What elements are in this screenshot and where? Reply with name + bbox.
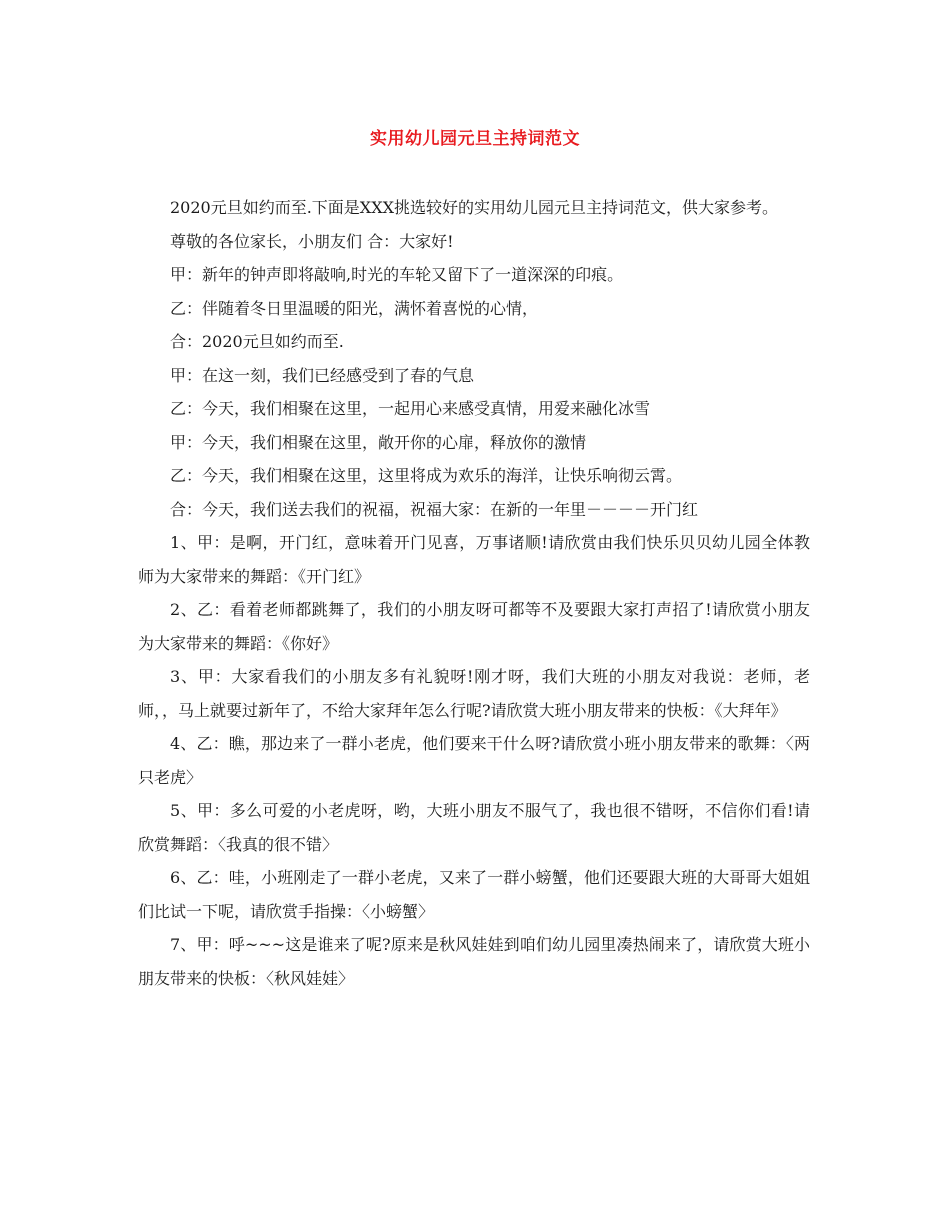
program-item-3: 3、甲：大家看我们的小朋友多有礼貌呀!刚才呀，我们大班的小朋友对我说：老师，老师，，马上就要过新年了，不给大家拜年怎么行呢?请欣赏大班小朋友带来的快板：《大拜年》 [138,667,810,720]
program-item-7: 7、甲：呼~~~这是谁来了呢?原来是秋风娃娃到咱们幼儿园里凑热闹来了，请欣赏大班小朋友带来的快板：〈秋风娃娃〉 [138,935,810,988]
program-item-1: 1、甲：是啊，开门红，意味着开门见喜，万事诸顺!请欣赏由我们快乐贝贝幼儿园全体教师为大家带来的舞蹈：《开门红》 [138,533,810,586]
paragraph: 合：今天，我们送去我们的祝福，祝福大家：在新的一年里－－－－开门红 [170,499,699,519]
program-item-6: 6、乙：哇，小班刚走了一群小老虎，又来了一群小螃蟹，他们还要跟大班的大哥哥大姐姐们比试一下呢，请欣赏手指操：〈小螃蟹〉 [138,868,810,921]
program-item-5: 5、甲：多么可爱的小老虎呀，哟，大班小朋友不服气了，我也很不错呀，不信你们看!请欣赏舞蹈：〈我真的很不错〉 [138,801,810,854]
paragraph: 合：2020元旦如约而至. [170,332,344,351]
program-item-4: 4、乙：瞧，那边来了一群小老虎，他们要来干什么呀?请欣赏小班小朋友带来的歌舞：〈两只老虎〉 [138,734,810,787]
paragraph: 乙：今天，我们相聚在这里，这里将成为欢乐的海洋，让快乐响彻云霄。 [170,466,683,485]
paragraph: 乙：今天，我们相聚在这里，一起用心来感受真情，用爱来融化冰雪 [170,399,651,418]
program-item-2: 2、乙：看着老师都跳舞了，我们的小朋友呀可都等不及要跟大家打声招了!请欣赏小朋友为大家带来的舞蹈：《你好》 [138,600,810,653]
paragraph: 乙：伴随着冬日里温暖的阳光，满怀着喜悦的心情， [170,298,539,318]
paragraph: 甲：新年的钟声即将敲响,时光的车轮又留下了一道深深的印痕。 [170,265,624,284]
paragraph: 甲：今天，我们相聚在这里，敞开你的心扉，释放你的激情 [170,432,587,452]
paragraph-greeting: 尊敬的各位家长，小朋友们 合：大家好! [170,231,454,251]
paragraph: 甲：在这一刻，我们已经感受到了春的气息 [170,365,475,385]
document-title: 实用幼儿园元旦主持词范文 [370,129,580,149]
paragraph-intro: 2020元旦如约而至.下面是XXX挑选较好的实用幼儿园元旦主持词范文，供大家参考。 [170,198,778,217]
document-body [138,191,810,995]
